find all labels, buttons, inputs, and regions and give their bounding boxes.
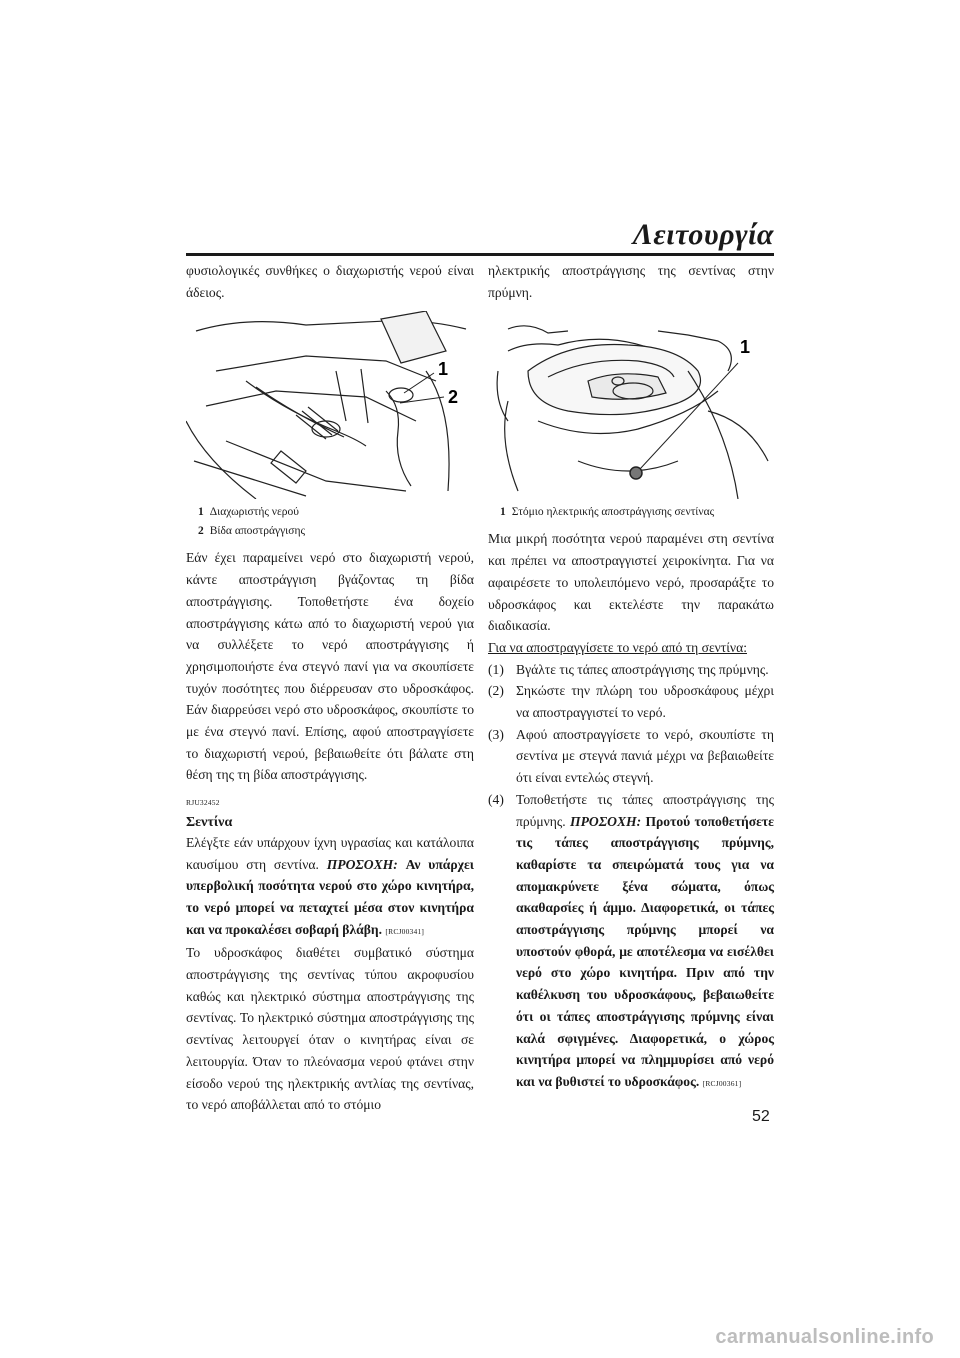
callout-1-label: 1 (740, 337, 751, 358)
callout-1-label: 1 (438, 359, 449, 380)
caution-label: ΠΡΟΣΟΧΗ: (326, 856, 398, 872)
procedure-step: (4) Τοποθετήστε τις τάπες αποστράγγισης της πρύμνης. ΠΡΟΣΟΧΗ: Προτού τοποθετήσετε τις τάπες αποστράγγισης πρύμνης, καθαρίστε τα σπειρώματά τους για να απομακρύνετε ξένα σώματα, όπως ακαθαρσίες ή άμμο. Διαφορετικά, οι τάπες αποστράγγισης πρύμνης μπορεί να υποστούν φθορά, με αποτέλεσμα να εισέλθει νερό στο χώρο κινητήρα. Πριν από την καθέλκυση του υδροσκάφους, βεβαιωθείτε ότι οι τάπες αποστράγγισης πρύμνης είναι καλά σφιγμένες. Διαφορετικά, ο χώρος κινητήρα μπορεί να πλημμυρίσει από νερό και να βυθιστεί το υδροσκάφος. [RCJ00361] (488, 791, 774, 1089)
caution-code: [RCJ00341] (385, 926, 425, 936)
right-paragraph-1: Μια μικρή ποσότητα νερού παραμένει στη σεντίνα και πρέπει να αποστραγγιστεί χειροκίνητα. Για να αφαιρέσετε το υπολειπόμενο νερό, προσαράξτε το υδροσκάφος και εκτελέστε την παρακάτω διαδικασία. (488, 531, 774, 634)
right-column (488, 260, 774, 1095)
callout-2-label: 2 (448, 387, 459, 408)
page-number: 52 (752, 1108, 770, 1125)
caution-code: [RCJ00361] (702, 1078, 742, 1088)
procedure-step: (3) Αφού αποστραγγίσετε το νερό, σκουπίστε τη σεντίνα με στεγνά πανιά μέχρι να βεβαιωθείτε ότι είναι εντελώς στεγνή. (488, 726, 774, 786)
caution-label: ΠΡΟΣΟΧΗ: (570, 813, 642, 829)
caution-text: Προτού τοποθετήσετε τις τάπες αποστράγγισης πρύμνης, καθαρίστε τα σπειρώματά τους για να απομακρύνετε ξένα σώματα, όπως ακαθαρσίες ή άμμο. Διαφορετικά, οι τάπες αποστράγγισης πρύμνης μπορεί να υποστούν φθορά, με αποτέλεσμα να εισέλθει νερό στο χώρο κινητήρα. Πριν από την καθέλκυση του υδροσκάφους, βεβαιωθείτε ότι οι τάπες αποστράγγισης πρύμνης είναι καλά σφιγμένες. Διαφορετικά, ο χώρος κινητήρα μπορεί να πλημμυρίσει από νερό και να βυθιστεί το υδροσκάφος. (516, 813, 774, 1089)
figure1-caption-2: 2 Βίδα αποστράγγισης (198, 525, 306, 538)
water-separator-figure (186, 311, 474, 499)
left-paragraph-1: Εάν έχει παραμείνει νερό στο διαχωριστή νερού, κάντε αποστράγγιση βγάζοντας τη βίδα αποστράγγισης. Τοποθετήστε ένα δοχείο αποστράγγισης κάτω από το διαχωριστή νερού για να συλλέξετε το νερό αποστράγγισης ή χρησιμοποιήστε ένα στεγνό πανί για να σκουπίσετε τυχόν ποσότητες που διέρρευσαν στο υδροσκάφος. Εάν διαρρεύσει νερό στο υδροσκάφος, σκουπίστε το με ένα στεγνό πανί. Επίσης, αφού αποστραγγίσετε το διαχωριστή νερού, βεβαιωθείτε ότι βάλατε στη θέση της τη βίδα αποστράγγισης. (186, 550, 474, 783)
header-rule (186, 253, 774, 256)
left-paragraph-3: Το υδροσκάφος διαθέτει συμβατικό σύστημα αποστράγγισης της σεντίνας τύπου ακροφυσίου καθώς και ηλεκτρικό σύστημα αποστράγγισης της σεντίνας. Το ηλεκτρικό σύστημα αποστράγγισης της σεντίνας λειτουργεί όταν ο κινητήρας είναι σε λειτουργία. Όταν το πλεόνασμα νερού φτάνει στην είσοδο νερού της ηλεκτρικής αντλίας της σεντίνας, το νερό αποβάλλεται από το στόμιο (186, 945, 474, 1113)
left-column (186, 260, 474, 1116)
left-paragraph-2: Ελέγξτε εάν υπάρχουν ίχνη υγρασίας και κατάλοιπα καυσίμου στη σεντίνα. ΠΡΟΣΟΧΗ: Αν υπάρχει υπερβολική ποσότητα νερού στο χώρο κινητήρα, το νερό μπορεί να πεταχτεί μέσα στον κινητήρα και να προκαλέσει σοβαρή βλάβη. [RCJ00341] (186, 834, 474, 937)
watermark: carmanualsonline.info (715, 1326, 934, 1348)
procedure-step: (1) Βγάλτε τις τάπες αποστράγγισης της πρύμνης. (488, 661, 769, 677)
right-intro-text: ηλεκτρικής αποστράγγισης της σεντίνας στην πρύμνη. (488, 263, 774, 300)
left-intro-text: φυσιολογικές συνθήκες ο διαχωριστής νερού είναι άδειος. (186, 263, 474, 300)
procedure-title: Για να αποστραγγίσετε το νερό από τη σεντίνα: (488, 639, 747, 655)
procedure-step: (2) Σηκώστε την πλώρη του υδροσκάφους μέχρι να αποστραγγιστεί το νερό. (488, 683, 774, 721)
water-separator-illustration (186, 311, 474, 499)
section-title: Σεντίνα (186, 814, 233, 830)
figure2-caption-1: 1 Στόμιο ηλεκτρικής αποστράγγισης σεντίνας (500, 506, 715, 519)
section-code: RJU32452 (186, 798, 220, 808)
page-title: Λειτουργία (632, 218, 774, 251)
procedure-steps (488, 659, 774, 1095)
caution-text: Αν υπάρχει υπερβολική ποσότητα νερού στο χώρο κινητήρα, το νερό μπορεί να πεταχτεί μέσα στον κινητήρα και να προκαλέσει σοβαρή βλάβη. (186, 856, 474, 937)
figure1-caption-1: 1 Διαχωριστής νερού (198, 506, 299, 519)
bilge-outlet-figure (488, 311, 774, 499)
bilge-outlet-illustration (488, 311, 774, 499)
